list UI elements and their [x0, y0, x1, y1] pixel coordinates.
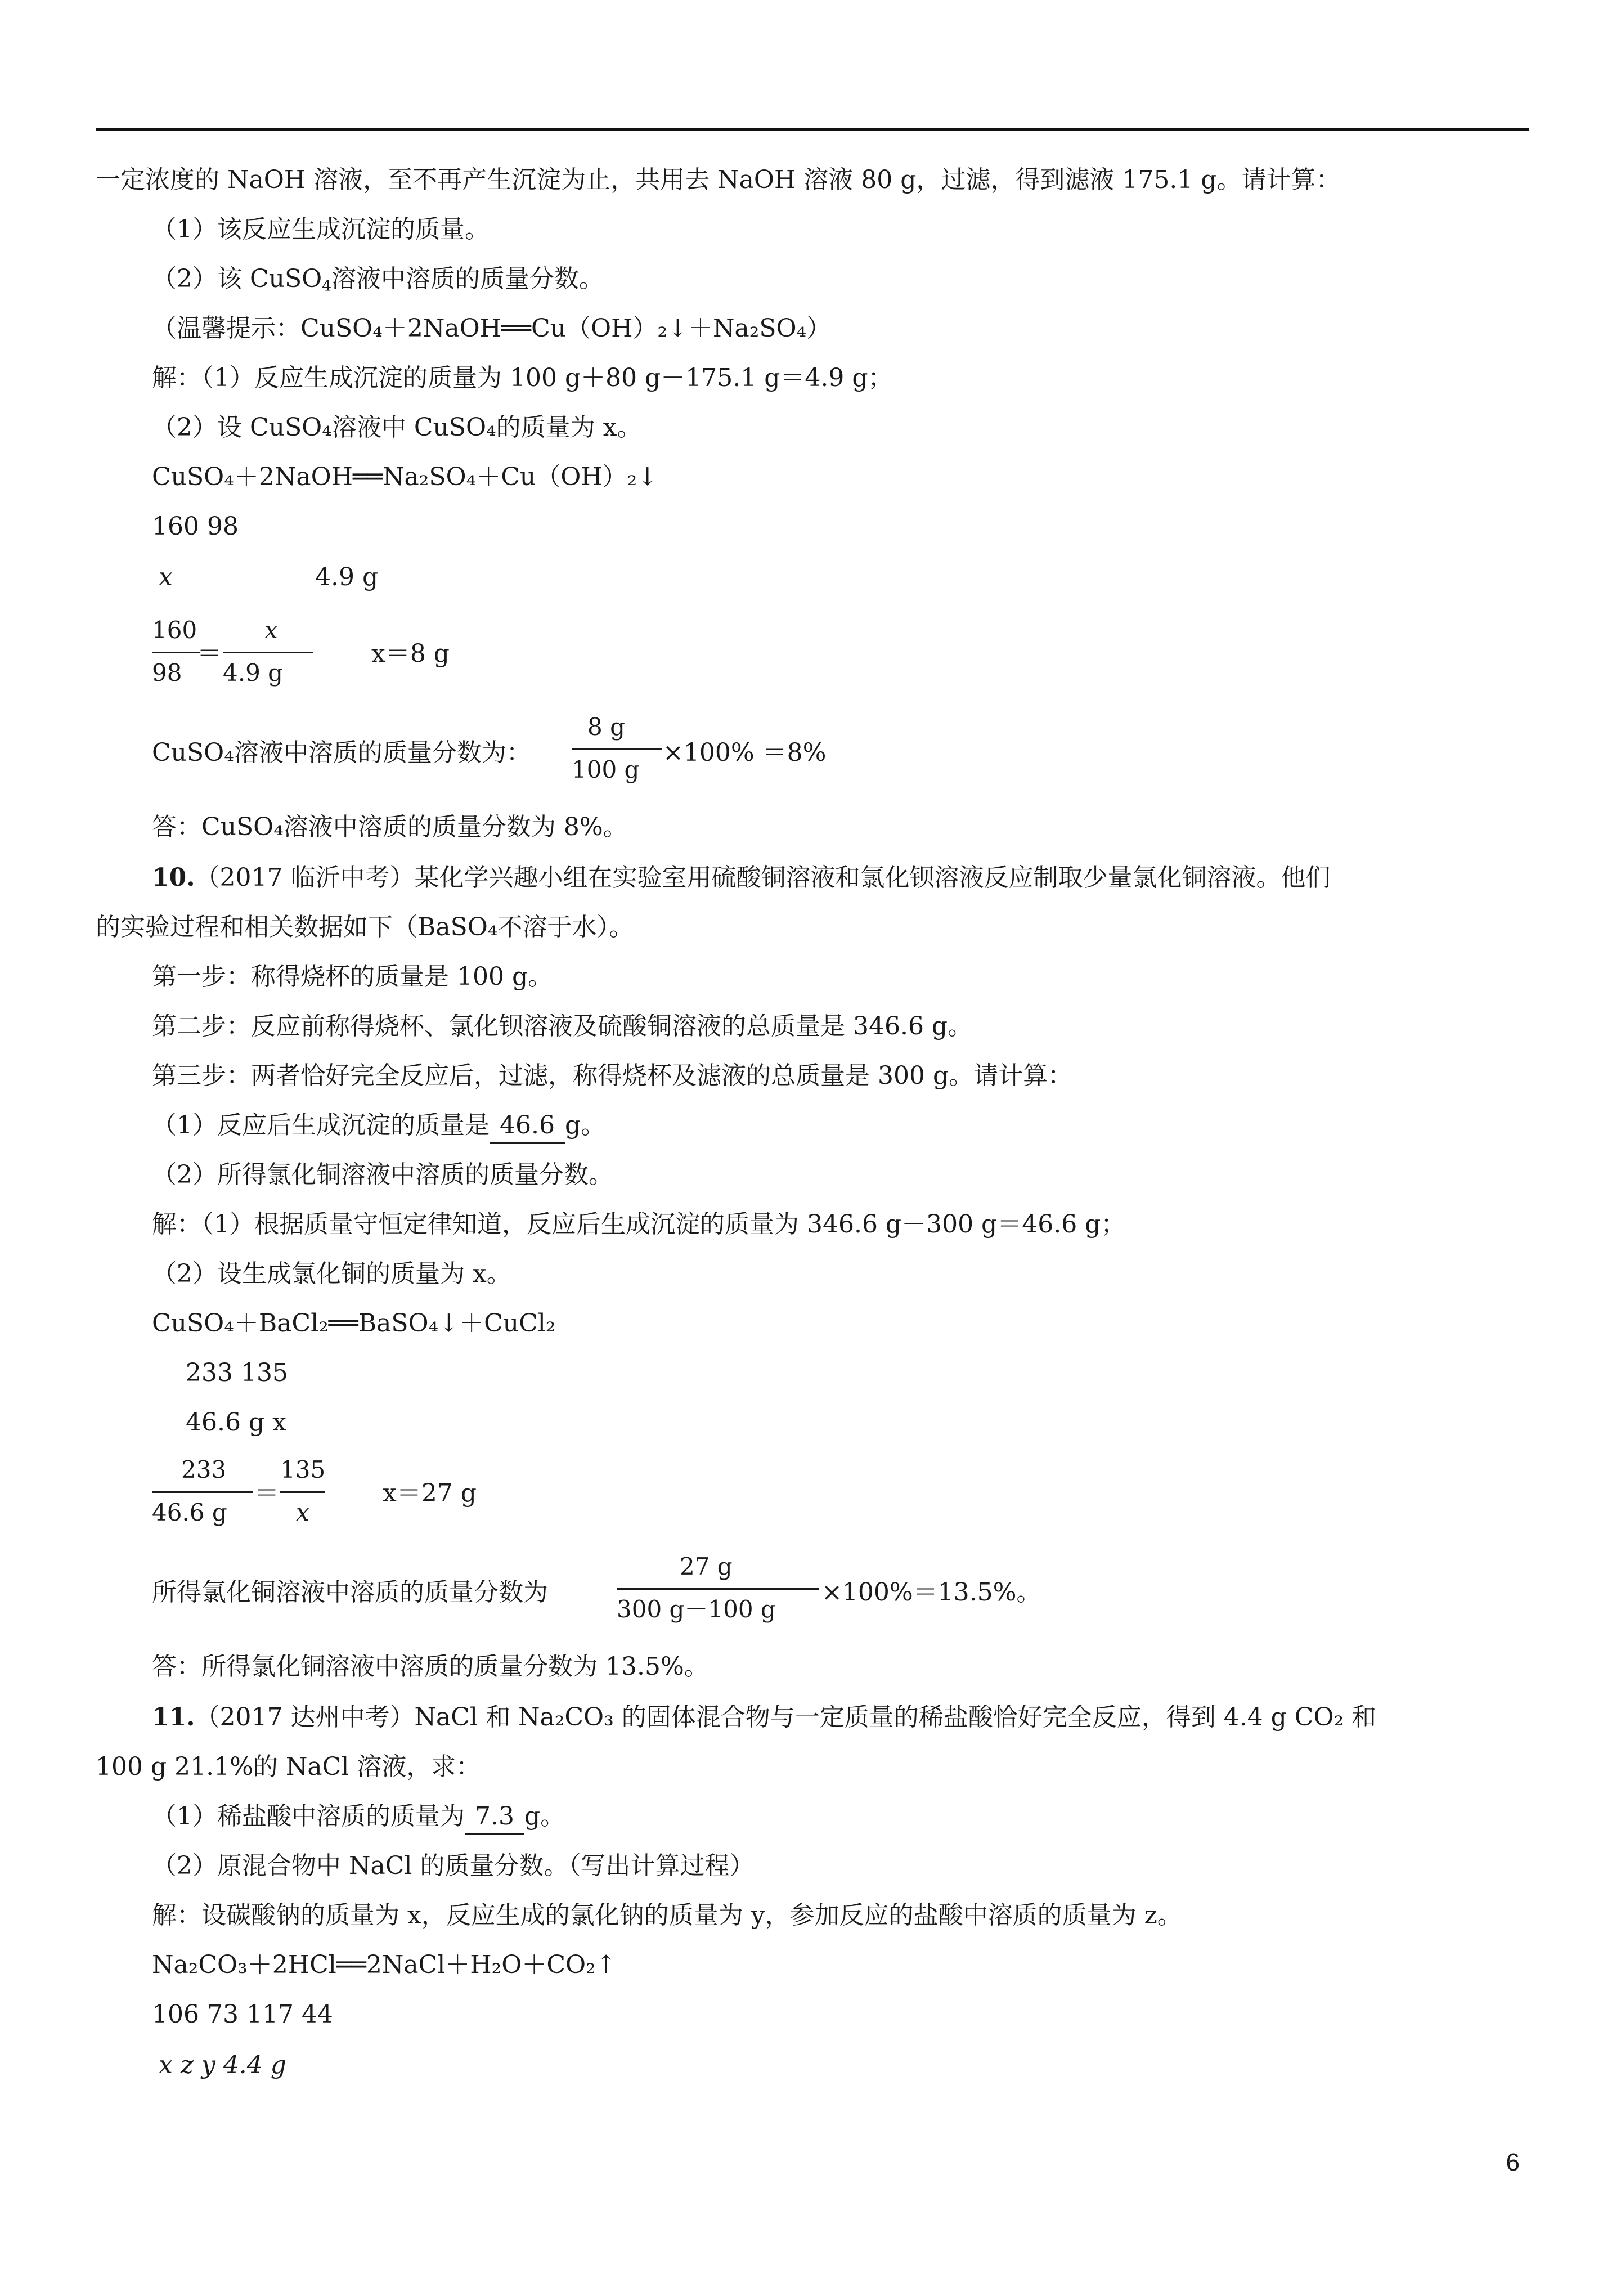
fraction-denominator: 100 g	[572, 756, 640, 783]
text-line: （1）该反应生成沉淀的质量。	[152, 215, 490, 244]
question-line	[152, 1701, 1376, 1734]
fraction-bar	[223, 652, 313, 653]
text-line: x＝27 g	[383, 1479, 477, 1508]
text-line: 第三步：两者恰好完全反应后，过滤，称得烧杯及滤液的总质量是 300 g。请计算：	[152, 1061, 1073, 1090]
fraction-denominator: 300 g－100 g	[617, 1595, 776, 1623]
variable: x	[159, 563, 173, 591]
fraction-bar	[572, 748, 662, 750]
text-line: 46.6 g x	[186, 1408, 286, 1437]
equals-sign: ＝	[197, 639, 222, 668]
text-line: 第二步：反应前称得烧杯、氯化钡溶液及硫酸铜溶液的总质量是 346.6 g。	[152, 1012, 973, 1041]
text-line: 160 98	[152, 512, 239, 541]
text-line: ×100%＝13.5%。	[821, 1578, 1041, 1607]
equation-line: CuSO₄＋BaCl₂══BaSO₄↓＋CuCl₂	[152, 1309, 556, 1338]
question-line	[152, 861, 1331, 895]
question-text: （2017 临沂中考）某化学兴趣小组在实验室用硫酸铜溶液和氯化钡溶液反应制取少量氯化铜溶液。他们	[195, 863, 1331, 892]
text-segment: g。	[524, 1802, 565, 1831]
question-number: 10.	[152, 863, 195, 892]
text-line: x z y 4.4 g	[159, 2051, 286, 2079]
text-line: x＝8 g	[371, 639, 450, 668]
equation-line: Na₂CO₃＋2HCl══2NaCl＋H₂O＋CO₂↑	[152, 1950, 617, 1979]
text-line: 解：设碳酸钠的质量为 x，反应生成的氯化钠的质量为 y，参加反应的盐酸中溶质的质量为 z。	[152, 1901, 1182, 1930]
fraction-numerator: 135	[280, 1456, 326, 1483]
equals-sign: ＝	[254, 1479, 279, 1508]
fraction-denominator: 4.9 g	[223, 659, 284, 687]
fraction-denominator: 98	[152, 659, 182, 687]
text-segment: （2）该 CuSO	[152, 264, 322, 293]
fraction-numerator: 233	[181, 1456, 227, 1483]
text-line: 4.9 g	[315, 563, 379, 591]
text-line: 第一步：称得烧杯的质量是 100 g。	[152, 962, 553, 991]
question-text: （2017 达州中考）NaCl 和 Na₂CO₃ 的固体混合物与一定质量的稀盐酸恰好完全反应，得到 4.4 g CO₂ 和	[195, 1703, 1377, 1732]
text-line: （2）所得氯化铜溶液中溶质的质量分数。	[152, 1160, 613, 1189]
text-line	[152, 1109, 605, 1144]
text-line: 答：CuSO₄溶液中溶质的质量分数为 8%。	[152, 813, 628, 841]
text-line: 答：所得氯化铜溶液中溶质的质量分数为 13.5%。	[152, 1652, 709, 1681]
text-segment: 溶液中溶质的质量分数。	[331, 264, 604, 293]
subscript: 4	[322, 277, 331, 295]
text-line: ×100% ＝8%	[663, 738, 827, 767]
fraction-bar	[152, 652, 200, 653]
text-line: CuSO₄溶液中溶质的质量分数为：	[152, 738, 531, 767]
text-line: 100 g 21.1%的 NaCl 溶液，求：	[96, 1752, 481, 1781]
fraction-numerator: x	[264, 616, 278, 644]
fraction-numerator: 27 g	[680, 1553, 733, 1580]
text-line: 106 73 117 44	[152, 2000, 333, 2029]
filled-answer: 7.3	[465, 1800, 524, 1835]
text-line	[152, 1800, 565, 1835]
fraction-denominator: 46.6 g	[152, 1499, 227, 1526]
text-line: 解：（1）反应生成沉淀的质量为 100 g＋80 g－175.1 g＝4.9 g；	[152, 364, 893, 392]
text-segment: g。	[564, 1111, 606, 1140]
text-line: 的实验过程和相关数据如下（BaSO₄不溶于水）。	[96, 913, 634, 941]
text-segment: （1）反应后生成沉淀的质量是	[152, 1111, 490, 1140]
text-line: 所得氯化铜溶液中溶质的质量分数为	[152, 1578, 548, 1607]
fraction-bar	[280, 1491, 325, 1493]
text-line: 233 135	[186, 1358, 288, 1387]
page-number: 6	[1506, 2149, 1520, 2176]
text-line: （2）设生成氯化铜的质量为 x。	[152, 1259, 511, 1288]
text-line	[152, 262, 604, 296]
question-number: 11.	[152, 1703, 195, 1732]
filled-answer: 46.6	[490, 1109, 565, 1144]
fraction-numerator: 160	[152, 616, 197, 644]
header-rule	[96, 128, 1529, 131]
text-line: （2）原混合物中 NaCl 的质量分数。（写出计算过程）	[152, 1851, 755, 1880]
fraction-denominator: x	[296, 1499, 309, 1526]
equation-line: CuSO₄＋2NaOH══Na₂SO₄＋Cu（OH）₂↓	[152, 463, 658, 491]
text-segment: （1）稀盐酸中溶质的质量为	[152, 1802, 465, 1831]
text-line: （温馨提示：CuSO₄＋2NaOH══Cu（OH）₂↓＋Na₂SO₄）	[152, 314, 832, 343]
fraction-bar	[152, 1491, 253, 1493]
text-line: （2）设 CuSO₄溶液中 CuSO₄的质量为 x。	[152, 413, 642, 442]
text-line: 一定浓度的 NaOH 溶液，至不再产生沉淀为止，共用去 NaOH 溶液 80 g，过滤，得到滤液 175.1 g。请计算：	[96, 165, 1341, 194]
text-line: 解：（1）根据质量守恒定律知道，反应后生成沉淀的质量为 346.6 g－300 g＝46.6 g；	[152, 1210, 1126, 1239]
fraction-numerator: 8 g	[587, 713, 625, 741]
fraction-bar	[617, 1588, 819, 1590]
